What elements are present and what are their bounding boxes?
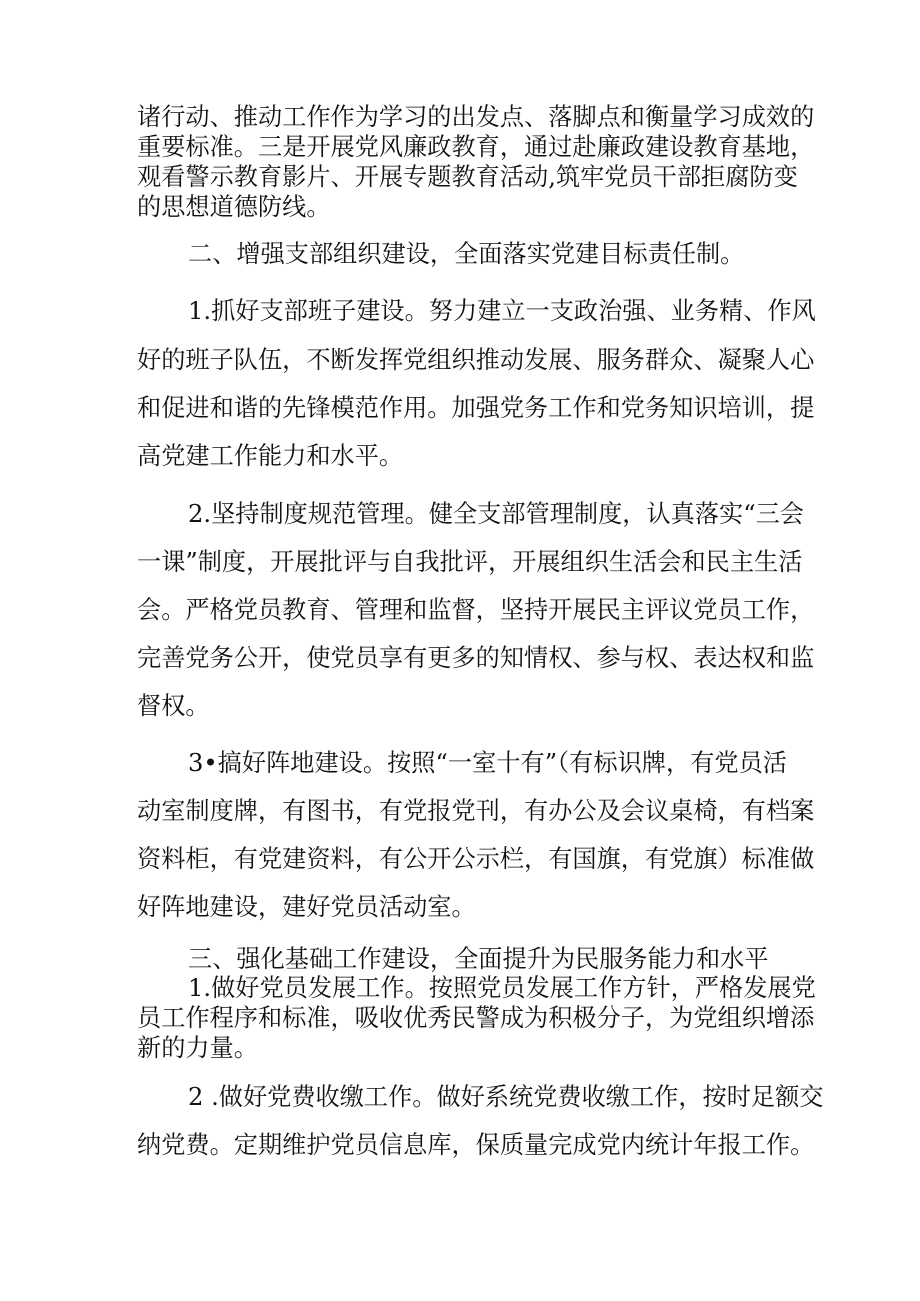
- text-line: 新的力量。: [137, 1034, 258, 1062]
- text-line: 督权。: [137, 692, 210, 720]
- text-line: 2.坚持制度规范管理。健全支部管理制度，认真落实“三会: [188, 500, 804, 528]
- text-line: 会。严格党员教育、管理和监督，坚持开展民主评议党员工作，: [137, 596, 815, 624]
- text-line: 观看警示教育影片、开展专题教育活动,筑牢党员干部拒腐防变: [137, 163, 798, 191]
- text-line: 1.做好党员发展工作。按照党员发展工作方针，严格发展党: [188, 974, 816, 1002]
- text-line: 2 .做好党费收缴工作。做好系统党费收缴工作，按时足额交: [188, 1083, 824, 1111]
- text-line: 1.抓好支部班子建设。努力建立一支政治强、业务精、作风: [188, 297, 816, 325]
- text-line: 资料柜，有党建资料，有公开公示栏，有国旗，有党旗）标准做: [137, 845, 815, 873]
- text-line: 诸行动、推动工作作为学习的出发点、落脚点和衡量学习成效的: [137, 103, 815, 131]
- text-line: 一课”制度，开展批评与自我批评，开展组织生活会和民主生活: [137, 548, 803, 576]
- text-line: 的思想道德防线。: [137, 193, 331, 221]
- text-line: 高党建工作能力和水平。: [137, 442, 404, 470]
- text-line: 员工作程序和标准，吸收优秀民警成为积极分子，为党组织增添: [137, 1004, 815, 1032]
- section-heading: 二、增强支部组织建设，全面落实党建目标责任制。: [188, 240, 745, 268]
- text-line: 好的班子队伍，不断发挥党组织推动发展、服务群众、凝聚人心: [137, 346, 815, 374]
- text-line: 和促进和谐的先锋模范作用。加强党务工作和党务知识培训，提: [137, 394, 815, 422]
- text-line: 纳党费。定期维护党员信息库，保质量完成党内统计年报工作。: [137, 1131, 815, 1159]
- text-line: 完善党务公开，使党员享有更多的知情权、参与权、表达权和监: [137, 644, 815, 672]
- text-line: 3•搞好阵地建设。按照“一室十有”（有标识牌，有党员活: [188, 749, 787, 777]
- section-heading: 三、强化基础工作建设，全面提升为民服务能力和水平: [188, 945, 769, 973]
- text-line: 好阵地建设，建好党员活动室。: [137, 893, 476, 921]
- text-line: 动室制度牌，有图书，有党报党刊，有办公及会议桌椅，有档案: [137, 797, 815, 825]
- text-line: 重要标准。三是开展党风廉政教育，通过赴廉政建设教育基地，: [137, 133, 815, 161]
